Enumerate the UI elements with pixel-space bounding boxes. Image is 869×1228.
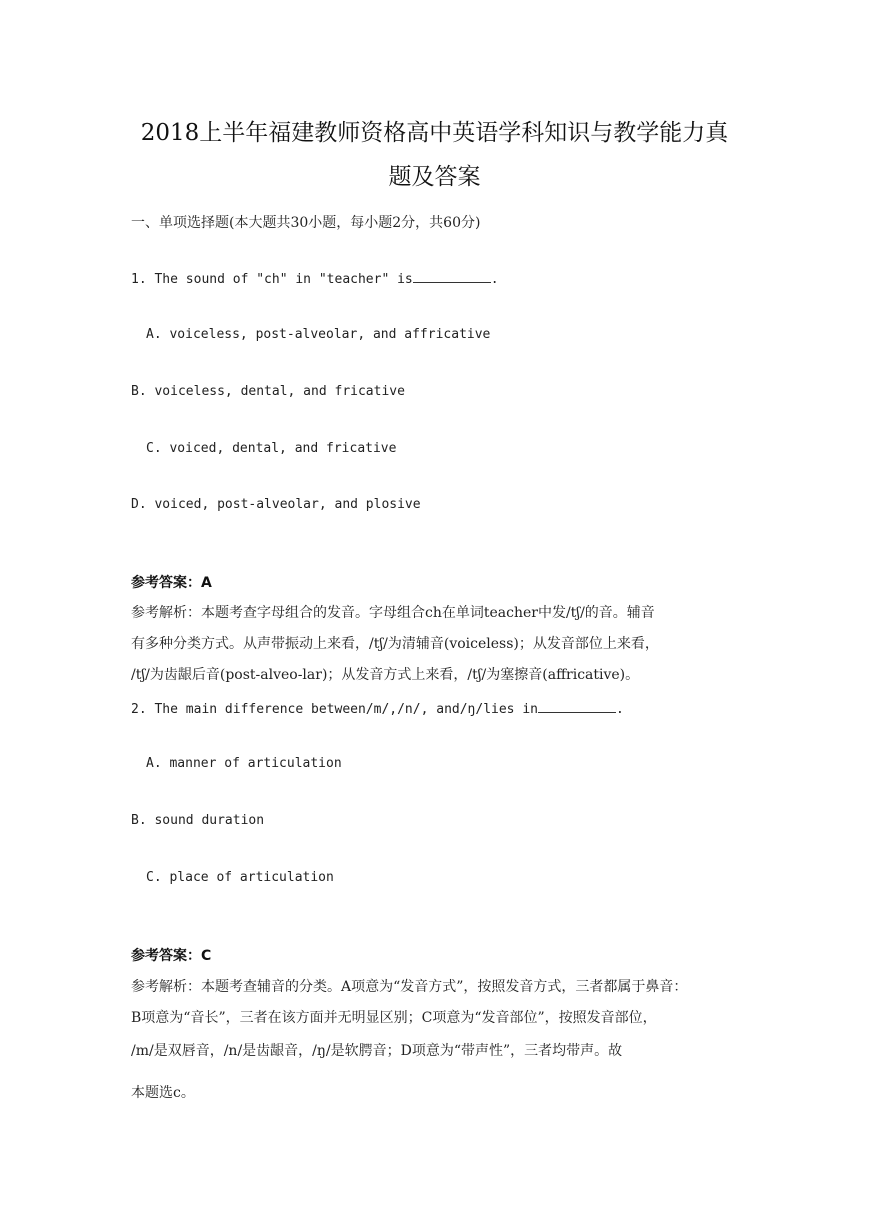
question-1-analysis-line: 有多种分类方式。从声带振动上来看，/tʃ/为清辅音(voiceless)；从发音部位上来看， [131,636,659,652]
section-heading: 一、单项选择题(本大题共30小题，每小题2分，共60分) [131,215,481,231]
answer-blank [413,270,491,283]
question-2-analysis-line: /m/是双唇音，/n/是齿龈音，/ŋ/是软腭音；D项意为“带声性”，三者均带声。故 [131,1043,623,1059]
question-2-stem [131,700,624,717]
question-2-option-a: A. manner of articulation [146,756,342,771]
question-1-analysis-line: /tʃ/为齿龈后音(post-alveo-lar)；从发音方式上来看，/tʃ/为塞擦音(affricative)。 [131,667,640,683]
question-2-option-b: B. sound duration [131,813,265,828]
question-1-option-d: D. voiced, post-alveolar, and plosive [131,497,421,512]
question-2-analysis-line: 参考解析：本题考查辅音的分类。A项意为“发音方式”，按照发音方式，三者都属于鼻音： [131,979,688,995]
question-2-option-c: C. place of articulation [146,870,334,885]
question-2-answer: 参考答案：C [131,948,212,964]
question-2-analysis-line: 本题选c。 [131,1085,195,1101]
question-1-option-b: B. voiceless, dental, and fricative [131,384,405,399]
document-title-line-2: 题及答案 [388,164,481,190]
question-1-stem-end: . [490,272,499,287]
question-1-stem [131,270,499,287]
question-2-analysis-line: B项意为“音长”，三者在该方面并无明显区别；C项意为“发音部位”，按照发音部位， [131,1010,657,1026]
question-1-answer: 参考答案：A [131,575,212,591]
question-2-stem-text: 2. The main difference between/m/,/n/, and/ŋ/lies in [131,702,538,717]
question-1-analysis-line: 参考解析：本题考查字母组合的发音。字母组合ch在单词teacher中发/tʃ/的音。辅音 [131,605,655,621]
question-1-stem-text: 1. The sound of "ch" in "teacher" is [131,272,413,287]
document-title-line-1: 2018上半年福建教师资格高中英语学科知识与教学能力真 [140,120,729,146]
question-1-option-a: A. voiceless, post-alveolar, and affricative [146,327,491,342]
question-2-stem-end: . [616,702,624,717]
question-1-option-c: C. voiced, dental, and fricative [146,441,397,456]
answer-blank [538,700,616,713]
